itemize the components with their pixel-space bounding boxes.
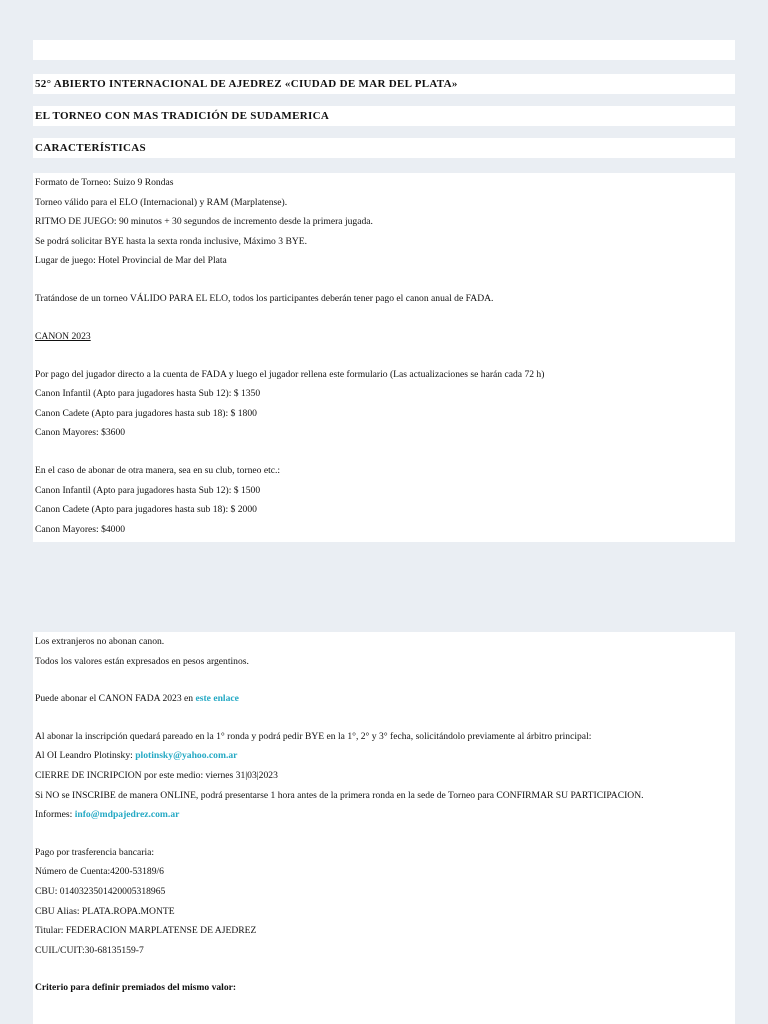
foreigners-line: Los extranjeros no abonan canon. (35, 636, 165, 647)
criteria-line: Criterio para definir premiados del mismo valor: (35, 982, 237, 994)
bank-title: Pago por trasferencia bancaria: (35, 846, 155, 858)
page-title (33, 74, 735, 94)
direct-infantil: Canon Infantil (Apto para jugadores hasta Sub 12): $ 1350 (35, 388, 261, 400)
info-email-link[interactable]: info@mdpajedrez.com.ar (74, 809, 180, 821)
cuit-line: CUIL/CUIT:30-68135159-7 (35, 944, 144, 956)
other-intro: En el caso de abonar de otra manera, sea en su club, torneo etc.: (35, 465, 281, 477)
rhythm-line: RITMO DE JUEGO: 90 minutos + 30 segundos de incremento desde la primera jugada. (35, 216, 373, 228)
arbiter-email-link[interactable]: plotinsky@yahoo.com.ar (135, 750, 238, 762)
canon-title: CANON 2023 (35, 330, 91, 342)
pay-line (35, 689, 735, 709)
info-line (35, 805, 735, 825)
direct-cadete: Canon Cadete (Apto para jugadores hasta sub 18): $ 1800 (35, 407, 257, 419)
direct-intro: Por pago del jugador directo a la cuenta de FADA y luego el jugador rellena este formulario (Las actualizaciones se harán cada 72 h) (35, 368, 545, 380)
characteristics-block (33, 173, 735, 542)
pairing-line: Al abonar la inscripción quedará pareado en la 1° ronda y podrá pedir BYE en la 1°, 2° y 3° fecha, solicitándolo previamente al árbitro principal: (35, 730, 592, 742)
pay-link[interactable]: este enlace (195, 693, 239, 705)
elo-line: Torneo válido para el ELO (Internacional) y RAM (Marplatense). (35, 196, 288, 208)
currency-line: Todos los valores están expresados en pesos argentinos. (35, 655, 249, 667)
section-heading (33, 138, 735, 158)
page-subtitle-text: EL TORNEO CON MAS TRADICIÓN DE SUDAMERICA (35, 110, 330, 122)
closing-line: CIERRE DE INCRIPCION por este medio: viernes 31|03|2023 (35, 769, 278, 781)
venue-line: Lugar de juego: Hotel Provincial de Mar del Plata (35, 255, 227, 267)
holder-line: Titular: FEDERACION MARPLATENSE DE AJEDREZ (35, 925, 257, 937)
other-cadete: Canon Cadete (Apto para jugadores hasta sub 18): $ 2000 (35, 504, 257, 516)
cbu-line: CBU: 0140323501420005318965 (35, 885, 166, 897)
online-note: Si NO se INSCRIBE de manera ONLINE, podrá presentarse 1 hora antes de la primera ronda en la sede de Torneo para CONFIRMAR SU PARTICIPACION. (35, 789, 644, 801)
arbiter-prefix: Al OI Leandro Plotinsky: (35, 750, 136, 762)
page-subtitle (33, 106, 735, 126)
page-title-text: 52° ABIERTO INTERNACIONAL DE AJEDREZ «CIUDAD DE MAR DEL PLATA» (35, 78, 458, 90)
direct-mayores: Canon Mayores: $3600 (35, 427, 126, 439)
other-infantil: Canon Infantil (Apto para jugadores hasta Sub 12): $ 1500 (35, 484, 261, 496)
other-mayores: Canon Mayores: $4000 (35, 523, 126, 535)
bye-line: Se podrá solicitar BYE hasta la sexta ronda inclusive, Máximo 3 BYE. (35, 235, 308, 247)
cbu-alias-line: CBU Alias: PLATA.ROPA.MONTE (35, 905, 175, 917)
payment-block (33, 632, 735, 1024)
section-heading-text: CARACTERÍSTICAS (35, 142, 146, 154)
account-line: Número de Cuenta:4200-53189/6 (35, 866, 164, 878)
arbiter-line (35, 746, 735, 766)
info-prefix: Informes: (35, 809, 75, 821)
top-blank-bar (33, 40, 735, 60)
fada-note: Tratándose de un torneo VÁLIDO PARA EL ELO, todos los participantes deberán tener pago el canon anual de FADA. (35, 292, 494, 304)
pay-prefix: Puede abonar el CANON FADA 2023 en (35, 693, 196, 705)
format-line: Formato de Torneo: Suizo 9 Rondas (35, 177, 174, 188)
